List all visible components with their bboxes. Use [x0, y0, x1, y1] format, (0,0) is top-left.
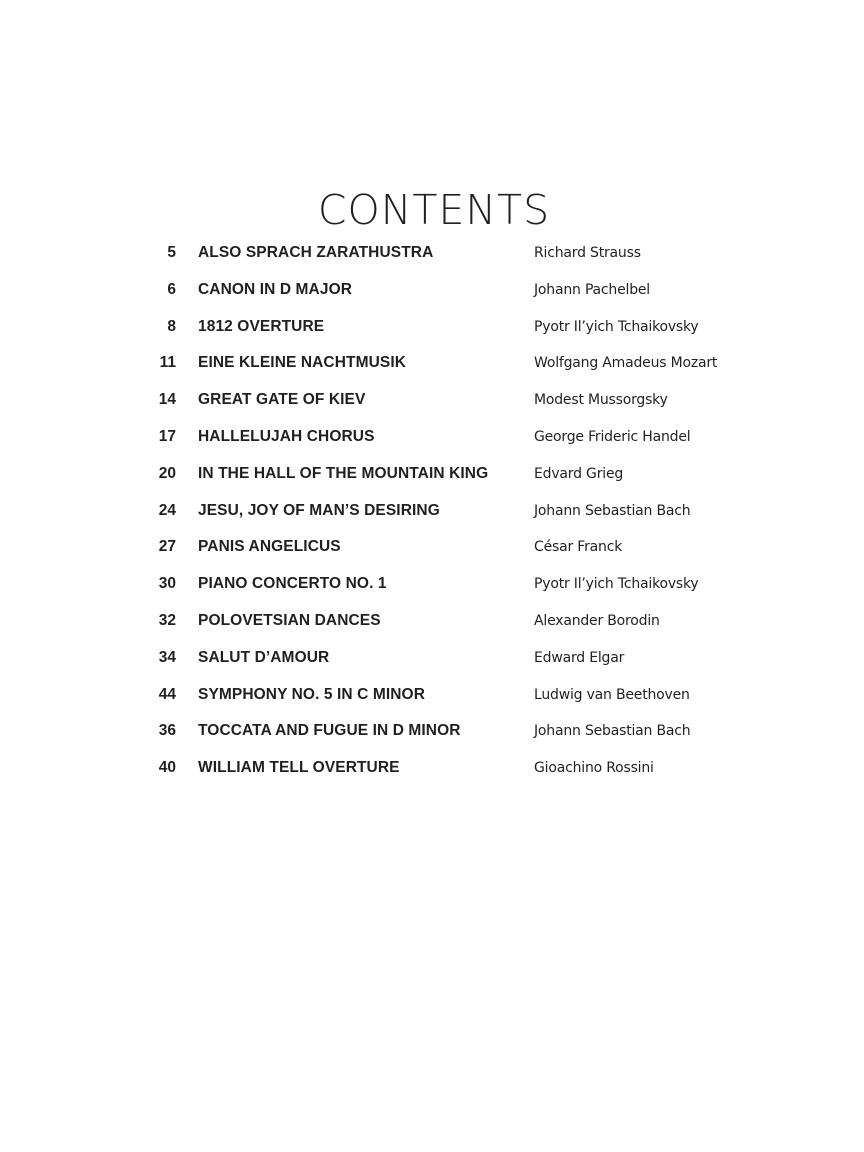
toc-composer: César Franck [534, 539, 623, 556]
toc-entry[interactable] [0, 461, 864, 498]
toc-composer: Pyotr Il’yich Tchaikovsky [534, 576, 699, 593]
toc-piece-title[interactable]: WILLIAM TELL OVERTURE [198, 759, 400, 777]
toc-page-number: 24 [158, 501, 176, 519]
toc-page-number: 36 [158, 722, 176, 740]
toc-entry[interactable] [0, 424, 864, 461]
toc-entry[interactable] [0, 534, 864, 571]
toc-piece-title[interactable]: PIANO CONCERTO NO. 1 [198, 575, 387, 593]
toc-piece-title[interactable]: HALLELUJAH CHORUS [198, 427, 375, 445]
table-of-contents [0, 240, 864, 792]
toc-piece-title[interactable]: EINE KLEINE NACHTMUSIK [198, 354, 407, 372]
toc-page-number: 6 [167, 280, 176, 298]
toc-piece-title[interactable]: POLOVETSIAN DANCES [198, 611, 381, 629]
toc-entry[interactable] [0, 645, 864, 682]
toc-entry[interactable] [0, 608, 864, 645]
toc-piece-title[interactable]: GREAT GATE OF KIEV [198, 391, 366, 409]
toc-piece-title[interactable]: ALSO SPRACH ZARATHUSTRA [198, 244, 434, 261]
toc-entry[interactable] [0, 718, 864, 755]
toc-composer: Johann Sebastian Bach [534, 723, 691, 740]
toc-page-number: 27 [158, 538, 176, 556]
toc-entry[interactable] [0, 498, 864, 535]
toc-piece-title[interactable]: 1812 OVERTURE [198, 317, 325, 335]
toc-entry[interactable] [0, 240, 864, 277]
toc-composer: Richard Strauss [534, 245, 641, 261]
toc-page-number: 40 [158, 759, 176, 777]
toc-page-number: 44 [158, 685, 176, 703]
toc-composer: Pyotr Il’yich Tchaikovsky [534, 318, 699, 335]
toc-page-number: 14 [158, 391, 176, 409]
toc-entry[interactable] [0, 571, 864, 608]
toc-page-number: 34 [158, 648, 176, 666]
toc-piece-title[interactable]: PANIS ANGELICUS [198, 538, 341, 556]
toc-composer: Gioachino Rossini [534, 760, 654, 777]
toc-composer: Edvard Grieg [534, 465, 624, 482]
toc-composer: Modest Mussorgsky [534, 392, 668, 409]
toc-page-number: 8 [167, 317, 176, 335]
toc-composer: Wolfgang Amadeus Mozart [534, 355, 718, 372]
toc-page-number: 20 [158, 464, 176, 482]
toc-page-number: 32 [158, 611, 176, 629]
toc-composer: Johann Sebastian Bach [534, 502, 691, 519]
toc-entry[interactable] [0, 314, 864, 351]
toc-page-number: 5 [167, 244, 176, 261]
page-title: CONTENTS [317, 186, 551, 235]
toc-composer: George Frideric Handel [534, 428, 691, 445]
toc-piece-title[interactable]: JESU, JOY OF MAN’S DESIRING [198, 501, 440, 519]
toc-entry[interactable] [0, 682, 864, 719]
toc-piece-title[interactable]: TOCCATA AND FUGUE IN D MINOR [198, 722, 461, 740]
toc-page-number: 30 [158, 575, 176, 593]
toc-page-number: 11 [159, 354, 176, 372]
toc-entry[interactable] [0, 350, 864, 387]
toc-entry[interactable] [0, 755, 864, 792]
toc-piece-title[interactable]: SYMPHONY NO. 5 IN C MINOR [198, 685, 425, 703]
toc-composer: Ludwig van Beethoven [534, 686, 690, 703]
toc-piece-title[interactable]: IN THE HALL OF THE MOUNTAIN KING [198, 464, 489, 482]
toc-entry[interactable] [0, 387, 864, 424]
toc-piece-title[interactable]: SALUT D’AMOUR [198, 648, 330, 666]
toc-composer: Johann Pachelbel [534, 281, 650, 298]
toc-composer: Alexander Borodin [534, 612, 660, 629]
toc-page-number: 17 [158, 427, 176, 445]
toc-piece-title[interactable]: CANON IN D MAJOR [198, 280, 353, 298]
toc-composer: Edward Elgar [534, 649, 625, 666]
toc-entry[interactable] [0, 277, 864, 314]
